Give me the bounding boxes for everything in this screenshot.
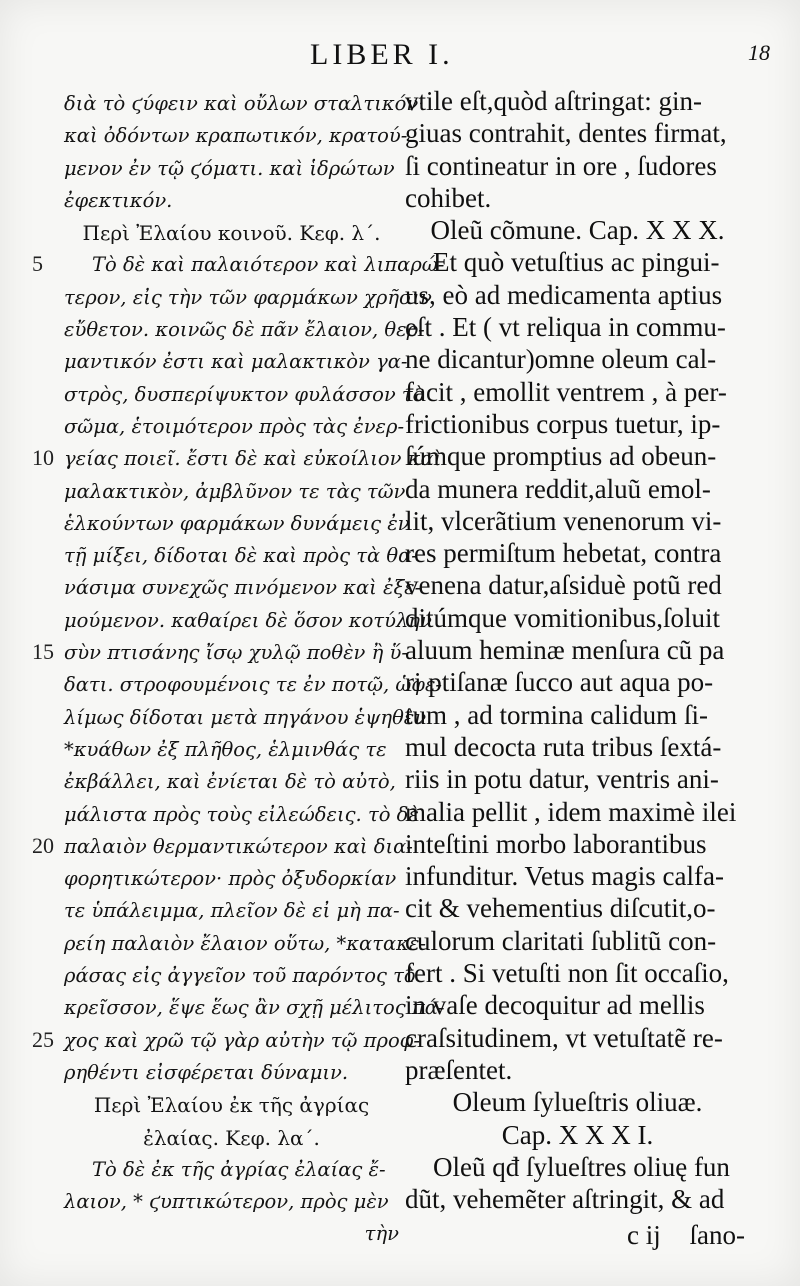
greek-line: ράσας εἰς ἀγγεῖον τοῦ παρόντος τὸ bbox=[64, 964, 416, 988]
greek-catchword: τὴν bbox=[364, 1222, 399, 1246]
latin-line: infunditur. Vetus magis calfa- bbox=[405, 861, 724, 892]
greek-line: μενον ἐν τῷ ϛόματι. καὶ ἱδρώτων bbox=[64, 156, 395, 180]
line-number: 10 bbox=[32, 445, 54, 470]
latin-line: us, eò ad medicamenta aptius bbox=[405, 279, 723, 310]
greek-line: χος καὶ χρῶ τῷ γὰρ αὐτὴν τῷ προφ- bbox=[64, 1028, 420, 1052]
latin-line: mul decocta ruta tribus ſextá- bbox=[405, 731, 722, 762]
latin-chapter-heading: Oleũ cõmune. Cap. X X X. bbox=[430, 215, 725, 246]
greek-line: στρὸς, δυσπερίψυκτον φυλάσσον τὸ bbox=[64, 382, 425, 406]
latin-line: fert . Si vetuſti non ſit occaſio, bbox=[405, 958, 729, 989]
latin-line: culorum claritati ſublitũ con- bbox=[405, 925, 717, 956]
latin-line: Et quò vetuſtius ac pingui- bbox=[433, 247, 720, 278]
signature-mark: c ij bbox=[627, 1220, 661, 1250]
latin-line: vtile eſt,quòd aſtringat: gin- bbox=[405, 86, 702, 116]
latin-line: eſt . Et ( vt reliqua in commu- bbox=[405, 312, 726, 343]
greek-line: Τὸ δὲ καὶ παλαιότερον καὶ λιπαρώ- bbox=[92, 253, 445, 277]
greek-line: γείας ποιεῖ. ἔστι δὲ καὶ εὐκοίλιον καὶ bbox=[64, 447, 442, 471]
greek-text-column bbox=[64, 88, 445, 1251]
greek-chapter-heading: Περὶ Ἐλαίου κοινοῦ. Κεφ. λ΄. bbox=[82, 221, 381, 246]
latin-text-column bbox=[405, 85, 750, 1215]
greek-line: σὺν πτισάνης ἴσῳ χυλῷ ποθὲν ἢ ὕ- bbox=[64, 641, 408, 665]
page-number: 18 bbox=[748, 40, 770, 65]
line-number: 25 bbox=[32, 1027, 54, 1052]
greek-chapter-heading: Περὶ Ἐλαίου ἐκ τῆς ἀγρίας bbox=[93, 1093, 370, 1118]
latin-line: inteſtini morbo laborantibus bbox=[405, 828, 707, 859]
latin-line: cit & vehementius diſcutit,o- bbox=[405, 893, 716, 924]
latin-line: facit , emollit ventrem , à per- bbox=[405, 376, 727, 407]
latin-line: cohibet. bbox=[405, 182, 492, 213]
page-footer bbox=[627, 1220, 745, 1251]
greek-line: τε ὑπάλειμμα, πλεῖον δὲ εἰ μὴ πα- bbox=[64, 899, 400, 923]
greek-line: εὔθετον. κοινῶς δὲ πᾶν ἔλαιον, θερ- bbox=[64, 318, 425, 342]
greek-line: μούμενον. καθαίρει δὲ ὅσον κοτύλην bbox=[64, 608, 432, 632]
greek-line: κρεῖσσον, ἕψε ἕως ἂν σχῇ μέλιτος πά- bbox=[64, 996, 445, 1020]
running-title: LIBER I. bbox=[310, 38, 454, 71]
greek-line: καὶ ὀδόντων κραπωτικόν, κρατού- bbox=[64, 124, 408, 148]
latin-line: venena datur,aſsiduè potũ red bbox=[405, 570, 722, 601]
latin-line: da munera reddit,aluũ emol- bbox=[405, 473, 711, 504]
latin-line: præſentet. bbox=[405, 1054, 513, 1085]
catchword: ſano- bbox=[689, 1220, 745, 1250]
greek-line: ἑλκούντων φαρμάκων δυνάμεις ἐν bbox=[64, 511, 410, 535]
greek-line: μαλακτικὸν, ἀμβλῦνον τε τὰς τῶν bbox=[64, 479, 406, 503]
latin-line: dũt, vehemẽter aſtringit, & ad bbox=[405, 1184, 725, 1215]
latin-line: ri ptiſanæ ſucco aut aqua po- bbox=[405, 667, 714, 698]
latin-line: aluum heminæ menſura cũ pa bbox=[405, 635, 725, 666]
latin-line: ditúmque vomitionibus,ſoluit bbox=[405, 602, 721, 633]
latin-line: ſúmque promptius ad obeun- bbox=[405, 441, 717, 472]
greek-line: φορητικώτερον· πρὸς ὀξυδορκίαν bbox=[64, 867, 397, 891]
latin-line: riis in potu datur, ventris ani- bbox=[405, 764, 719, 795]
greek-line: Τὸ δὲ ἐκ τῆς ἀγρίας ἐλαίας ἔ- bbox=[92, 1157, 386, 1181]
latin-line: giuas contrahit, dentes firmat, bbox=[405, 118, 727, 149]
latin-line: lit, vlcerãtium venenorum vi- bbox=[405, 505, 722, 536]
greek-line: τερον, εἰς τὴν τῶν φαρμάκων χρῆσιν bbox=[64, 285, 432, 309]
greek-line: τῇ μίξει, δίδοται δὲ καὶ πρὸς τὰ θα- bbox=[64, 544, 418, 568]
latin-line: ne dicantur)omne oleum cal- bbox=[405, 344, 717, 375]
greek-line: σῶμα, ἑτοιμότερον πρὸς τὰς ἐνερ- bbox=[64, 414, 405, 438]
greek-line: ρείη παλαιὸν ἔλαιον οὕτω, *κατακε- bbox=[64, 931, 427, 955]
greek-line: ρηθέντι εἰσφέρεται δύναμιν. bbox=[64, 1060, 349, 1084]
page-header bbox=[0, 38, 800, 78]
latin-chapter-heading: Oleum ſylueſtris oliuæ. bbox=[452, 1087, 703, 1118]
greek-line: λαιον, * ϛυπτικώτερον, πρὸς μὲν bbox=[64, 1190, 389, 1214]
latin-line: ſi contineatur in ore , ſudores bbox=[405, 150, 717, 181]
greek-line: λίμως δίδοται μετὰ πηγάνου ἑψηθὲν bbox=[64, 705, 427, 729]
latin-line: craſsitudinem, vt vetuſtatẽ re- bbox=[405, 1022, 723, 1053]
latin-line: in vaſe decoquitur ad mellis bbox=[405, 990, 705, 1021]
latin-line: Oleũ qđ ſylueſtres oliuę fun bbox=[433, 1151, 730, 1182]
line-number: 20 bbox=[32, 833, 54, 858]
greek-line: διὰ τὸ ϛύφειν καὶ οὔλων σταλτικόν· bbox=[64, 92, 425, 115]
greek-chapter-heading: ἐλαίας. Κεφ. λα΄. bbox=[143, 1125, 320, 1150]
latin-line: tum , ad tormina calidum ſi- bbox=[405, 699, 708, 730]
latin-line: frictionibus corpus tuetur, ip- bbox=[405, 408, 721, 439]
latin-line: malia pellit , idem maximè ilei bbox=[405, 796, 737, 827]
greek-line: νάσιμα συνεχῶς πινόμενον καὶ ἐξε- bbox=[64, 576, 422, 600]
greek-line: ἐκβάλλει, καὶ ἐνίεται δὲ τὸ αὐτὸ, bbox=[64, 770, 396, 794]
greek-line: δατι. στροφουμένοις τε ἐν ποτῷ, ὡφε- bbox=[64, 673, 443, 697]
greek-line: μάλιστα πρὸς τοὺς εἰλεώδεις. τὸ δὲ bbox=[64, 802, 419, 826]
greek-line: *κυάθων ἐξ πλῆθος, ἑλμινθάς τε bbox=[64, 737, 387, 761]
greek-line: παλαιὸν θερμαντικώτερον καὶ δια- bbox=[64, 834, 413, 858]
line-number: 15 bbox=[32, 639, 54, 664]
greek-line: ἐφεκτικόν. bbox=[64, 188, 173, 212]
latin-line: res permiſtum hebetat, contra bbox=[405, 538, 722, 569]
greek-line: μαντικόν ἐστι καὶ μαλακτικὸν γα- bbox=[64, 350, 408, 374]
line-number: 5 bbox=[32, 251, 43, 276]
latin-chapter-heading: Cap. X X X I. bbox=[501, 1119, 654, 1150]
